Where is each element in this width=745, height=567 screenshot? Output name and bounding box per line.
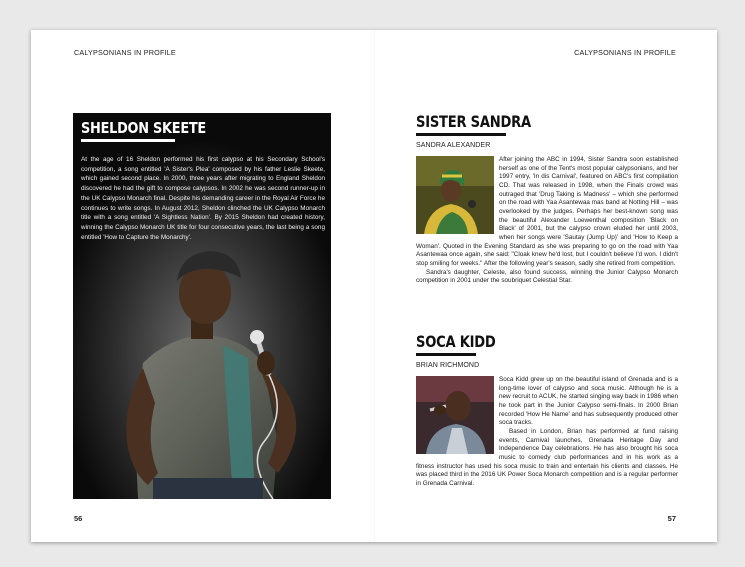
feature-text: At the age of 16 Sheldon performed his first calypso at his Secondary School's competition, a song entitled 'A Sister's Plea' composed by his father Leslie Skeete, which gained second place. In 2000, three years after migrating to England Sheldon discovered he had the gift to compose calypsos. In 2002 he was second runner-up in the UK Calypso Monarch final. Despite his demanding career in the Royal Air Force he continues to write songs. In August 2012, Sheldon clinched the UK Calypso Monarch title with a song entitled 'A Sightless Nation'. By 2015 Sheldon had created history, winning the Calypso Monarch UK title for four consecutive years, the last being a song entitled 'How to Capture the Monarchy'.: [81, 156, 325, 241]
page-gutter: [374, 30, 375, 542]
article-byline: BRIAN RICHMOND: [416, 362, 480, 369]
article-title: SOCA KIDD: [416, 332, 496, 351]
feature-title: SHELDON SKEETE: [81, 119, 206, 137]
feature-panel: [73, 113, 331, 499]
article-soca-kidd: [416, 333, 678, 489]
running-head-right: CALYPSONIANS IN PROFILE: [574, 48, 676, 57]
article-paragraph: After joining the ABC in 1994, Sister Sandra soon established herself as one of the Tent's most popular calypsonians, and her 1997 entry, 'In dis Carnival', featured on ABC's first compilation CD. That was released in 1998, when the Finals crowd was outraged that 'Drug Taking is Madness' – which she performed on the road with Yaa Asantewaa mas band at Notting Hill – was overlooked by the judges. Perhaps her best-known song was the beautiful Alexander Loewenthal composition 'Black on Black' of 2001, but the calypso crown eluded her until 2003, when her songs were 'Sautay (Jump Up)' and 'How to Keep a Woman'. Quoted in the Evening Standard as she was preparing to go on the road with Yaa Asantewaa once again, she said: "Cloak knew he'd lost, but I couldn't believe I'd won. I didn't stop smiling for weeks." After the following year's season, sadly she retired from competition.: [416, 156, 678, 267]
sister-sandra-photo: [416, 156, 494, 234]
article-body: [416, 156, 678, 286]
article-byline: SANDRA ALEXANDER: [416, 142, 491, 149]
page-number-right: 57: [667, 514, 676, 523]
feature-title-rule: [81, 139, 175, 142]
article-title-rule: [416, 353, 476, 356]
article-paragraph: Soca Kidd grew up on the beautiful island of Grenada and is a long-time lover of calypso and soca music. Although he is a new recruit to ACUK, he started singing way back in 1986 when he took part in the Junior Calypso semi-finals. In 2000 Brian recorded 'How He Name' and has subsequently produced other soca tracks.: [499, 376, 678, 427]
page-number-left: 56: [74, 514, 83, 523]
article-paragraph: Sandra's daughter, Celeste, also found success, winning the Junior Calypso Monarch competition in 2001 under the soubriquet Celestial Star.: [416, 268, 678, 285]
article-sister-sandra: [416, 113, 678, 286]
book-spread: [31, 30, 717, 542]
running-head-left: CALYPSONIANS IN PROFILE: [74, 48, 176, 57]
soca-kidd-photo: [416, 376, 494, 454]
article-paragraph: Based in London, Brian has performed at fund raising events, Carnival launches, Grenada Heritage Day and Independence Day celebrations. He has also brought his soca music to comedy club performances and in his work as a fitness instructor has used his soca music to train and entertain his clients and classes. He was placed third in the 2016 UK Power Soca Monarch competition and is a regular performer in Grenada Carnival.: [416, 427, 678, 487]
article-title-rule: [416, 133, 506, 136]
article-title: SISTER SANDRA: [416, 112, 531, 131]
article-body: [416, 376, 678, 489]
